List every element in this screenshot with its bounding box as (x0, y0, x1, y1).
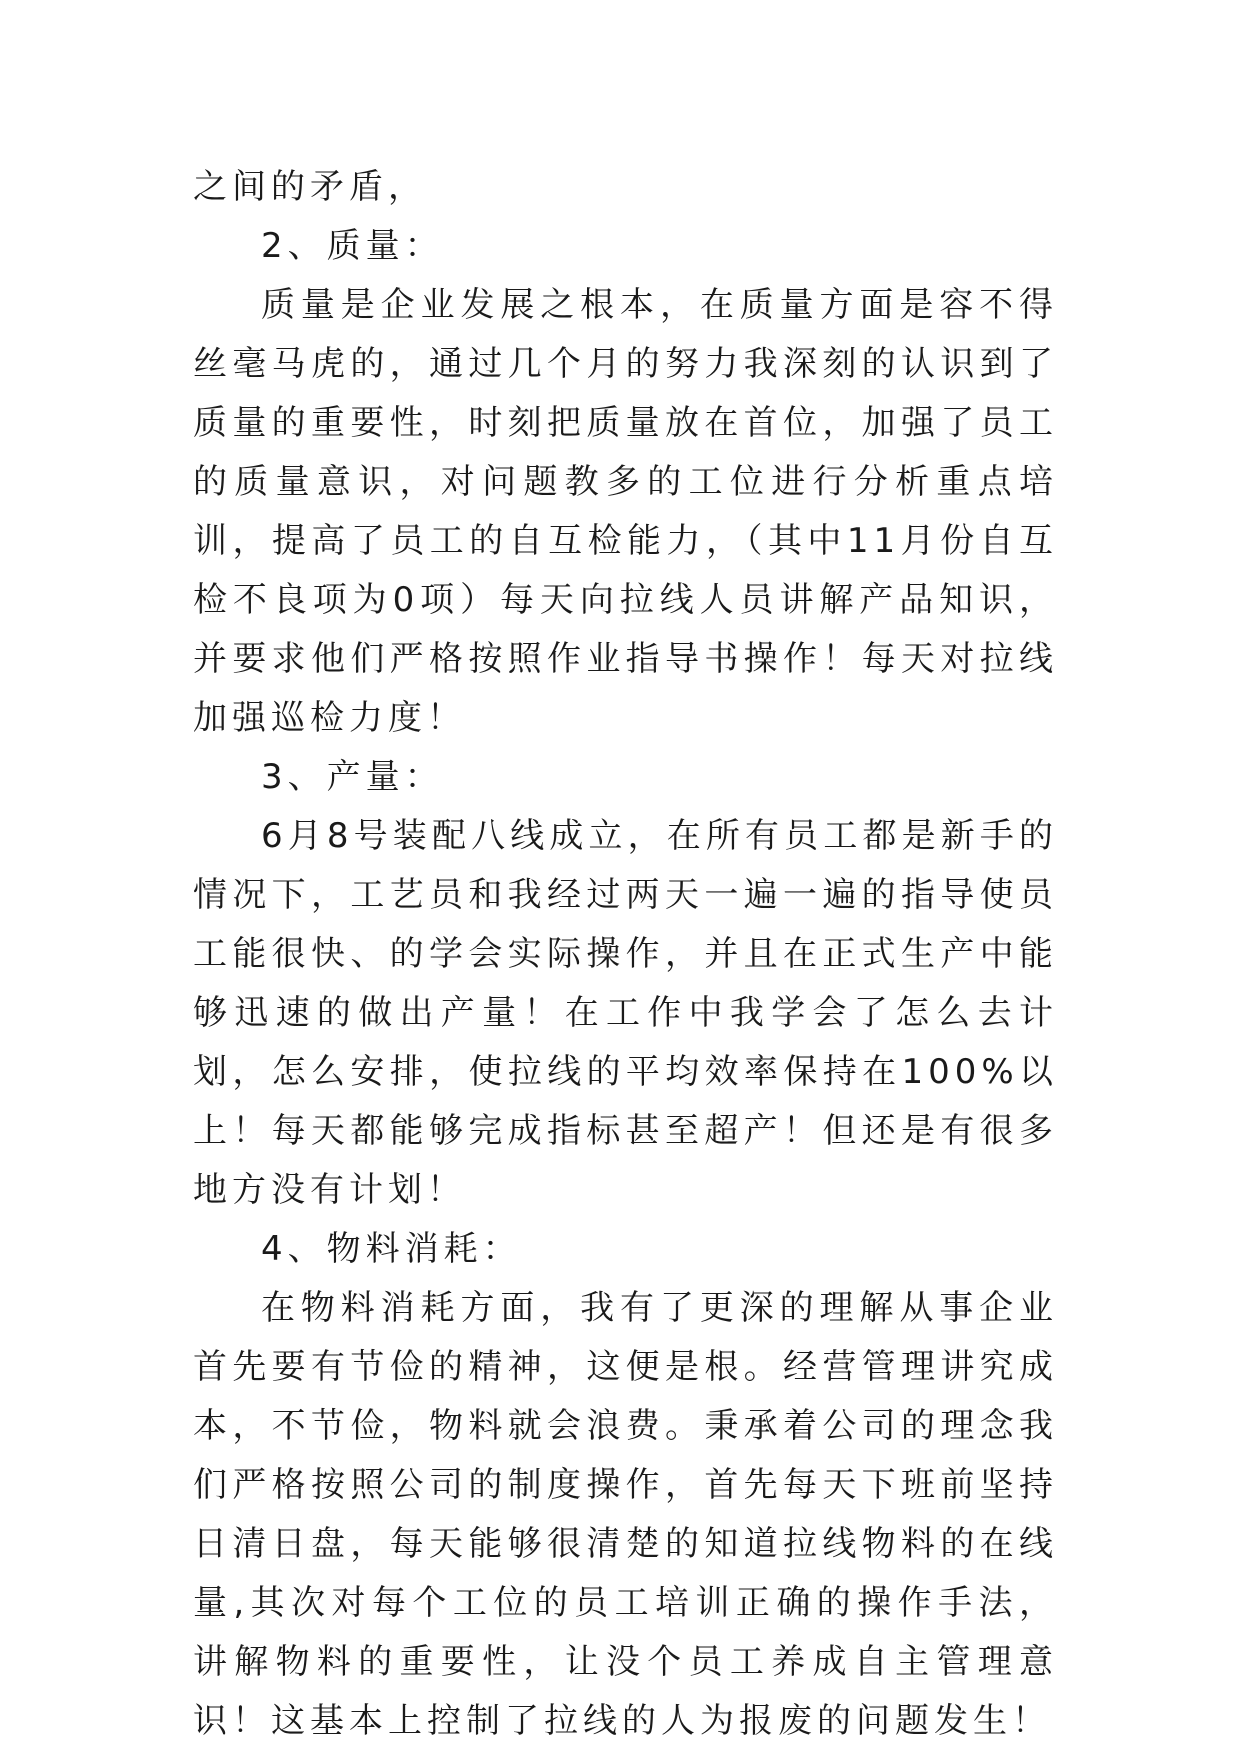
continuation-paragraph: 之间的矛盾， (193, 167, 427, 207)
quality-paragraph: 质量是企业发展之根本，在质量方面是容不得丝毫马虎的，通过几个月的努力我深刻的认识到了质量的重要性，时刻把质量放在首位，加强了员工的质量意识，对问题教多的工位进行分析重点培训，提高了员工的自互检能力，（其中11月份自互检不良项为0项）每天向拉线人员讲解产品知识，并要求他们严格按照作业指导书操作！每天对拉线加强巡检力度！ (193, 285, 1058, 738)
material-consumption-paragraph: 在物料消耗方面，我有了更深的理解从事企业首先要有节俭的精神，这便是根。经营管理讲究成本，不节俭，物料就会浪费。秉承着公司的理念我们严格按照公司的制度操作，首先每天下班前坚持日清日盘，每天能够很清楚的知道拉线物料的在线量,其次对每个工位的员工培训正确的操作手法，讲解物料的重要性，让没个员工养成自主管理意识！这基本上控制了拉线的人为报废的问题发生！ (193, 1288, 1058, 1741)
section-heading-material-consumption: 4、物料消耗： (261, 1229, 522, 1269)
document-body (193, 158, 1058, 1751)
section-heading-output: 3、产量： (261, 757, 444, 797)
output-paragraph: 6月8号装配八线成立，在所有员工都是新手的情况下，工艺员和我经过两天一遍一遍的指导使员工能很快、的学会实际操作，并且在正式生产中能够迅速的做出产量！在工作中我学会了怎么去计划，怎么安排，使拉线的平均效率保持在100%以上！每天都能够完成指标甚至超产！但还是有很多地方没有计划！ (193, 816, 1058, 1210)
section-heading-quality: 2、质量： (261, 226, 444, 266)
